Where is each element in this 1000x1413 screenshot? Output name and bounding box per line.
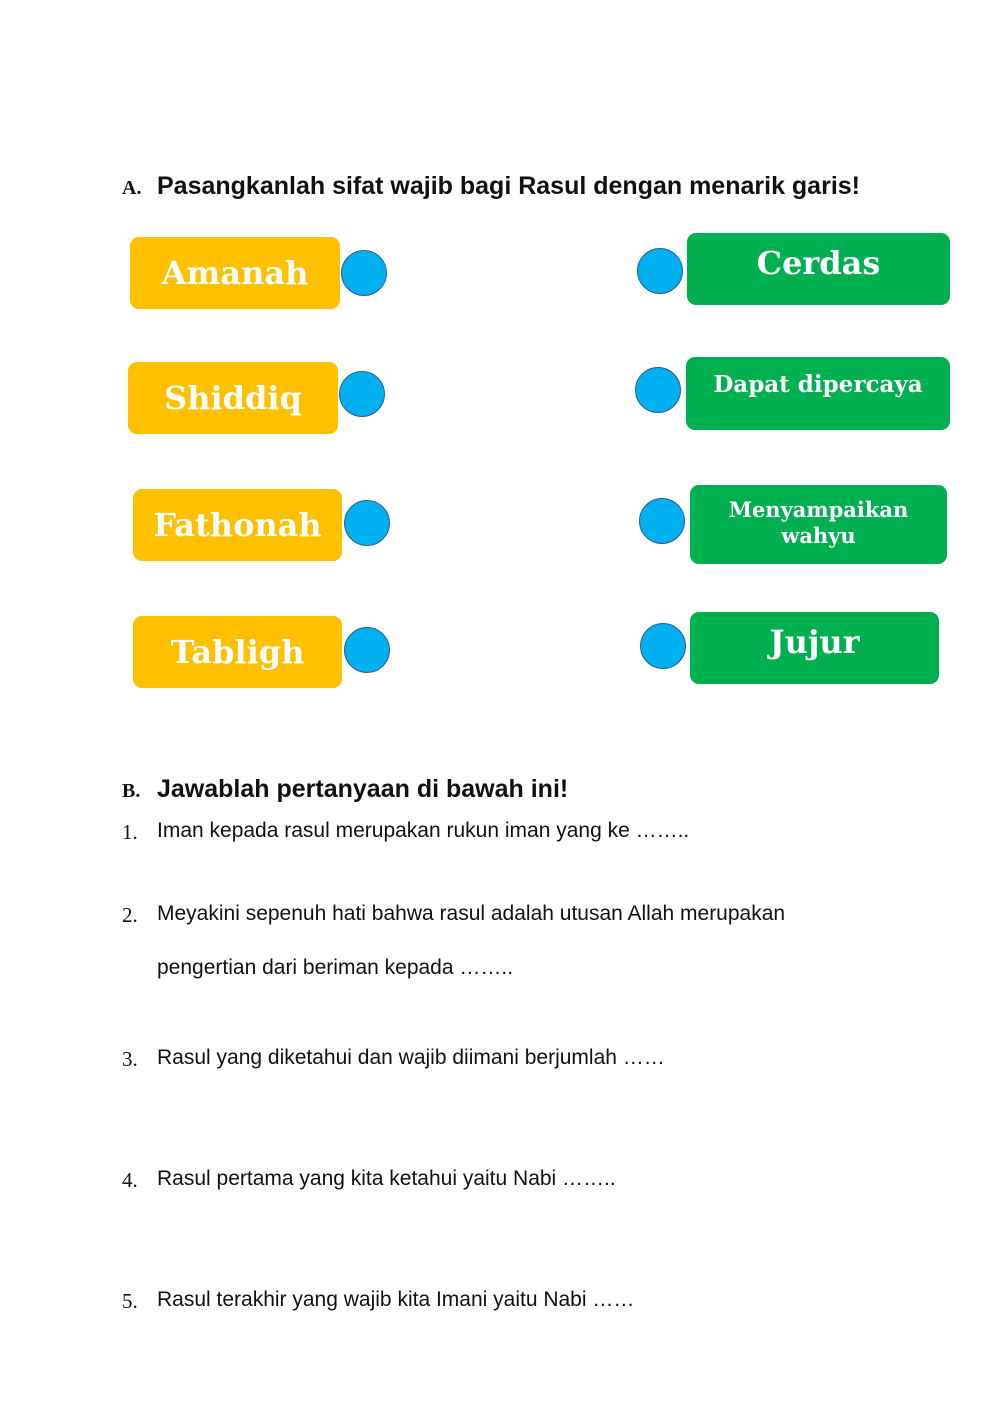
section-b-heading [122, 775, 568, 804]
question-5-text: Rasul terakhir yang wajib kita Imani yaitu Nabi …… [157, 1288, 635, 1311]
section-b-title: Jawablah pertanyaan di bawah ini! [157, 775, 569, 803]
left-connector-dot-4[interactable] [344, 627, 390, 673]
question-2-text: Meyakini sepenuh hati bahwa rasul adalah utusan Allah merupakan pengertian dari beriman kepada …….. [157, 902, 786, 979]
question-3 [122, 1047, 917, 1085]
section-b-letter: B. [122, 780, 141, 802]
question-3-text: Rasul yang diketahui dan wajib diimani berjumlah …… [157, 1046, 665, 1069]
section-a-letter: A. [122, 177, 142, 199]
left-item-amanah: Amanah [130, 237, 340, 309]
question-4 [122, 1168, 917, 1206]
right-item-dapat-dipercaya: Dapat dipercaya [686, 357, 950, 430]
right-connector-dot-4[interactable] [640, 623, 686, 669]
right-item-cerdas: Cerdas [687, 233, 950, 305]
question-5-number: 5. [122, 1289, 138, 1313]
question-1-number: 1. [122, 820, 138, 844]
left-connector-dot-2[interactable] [339, 371, 385, 417]
section-a-title: Pasangkanlah sifat wajib bagi Rasul dengan menarik garis! [157, 172, 860, 200]
question-2 [122, 903, 877, 995]
question-5 [122, 1289, 917, 1327]
left-item-fathonah: Fathonah [133, 489, 342, 561]
question-3-number: 3. [122, 1047, 138, 1071]
right-item-menyampaikan-wahyu: Menyampaikan wahyu [690, 485, 947, 564]
question-4-text: Rasul pertama yang kita ketahui yaitu Nabi …….. [157, 1167, 616, 1190]
question-1-text: Iman kepada rasul merupakan rukun iman yang ke …….. [157, 819, 690, 842]
section-a-heading [122, 172, 860, 201]
left-connector-dot-1[interactable] [341, 250, 387, 296]
right-item-jujur: Jujur [690, 612, 939, 684]
left-item-tabligh: Tabligh [133, 616, 342, 688]
question-4-number: 4. [122, 1168, 138, 1192]
right-connector-dot-2[interactable] [635, 367, 681, 413]
right-connector-dot-3[interactable] [639, 498, 685, 544]
question-1 [122, 820, 917, 858]
question-2-number: 2. [122, 903, 138, 927]
left-item-shiddiq: Shiddiq [128, 362, 338, 434]
left-connector-dot-3[interactable] [344, 500, 390, 546]
right-connector-dot-1[interactable] [637, 248, 683, 294]
